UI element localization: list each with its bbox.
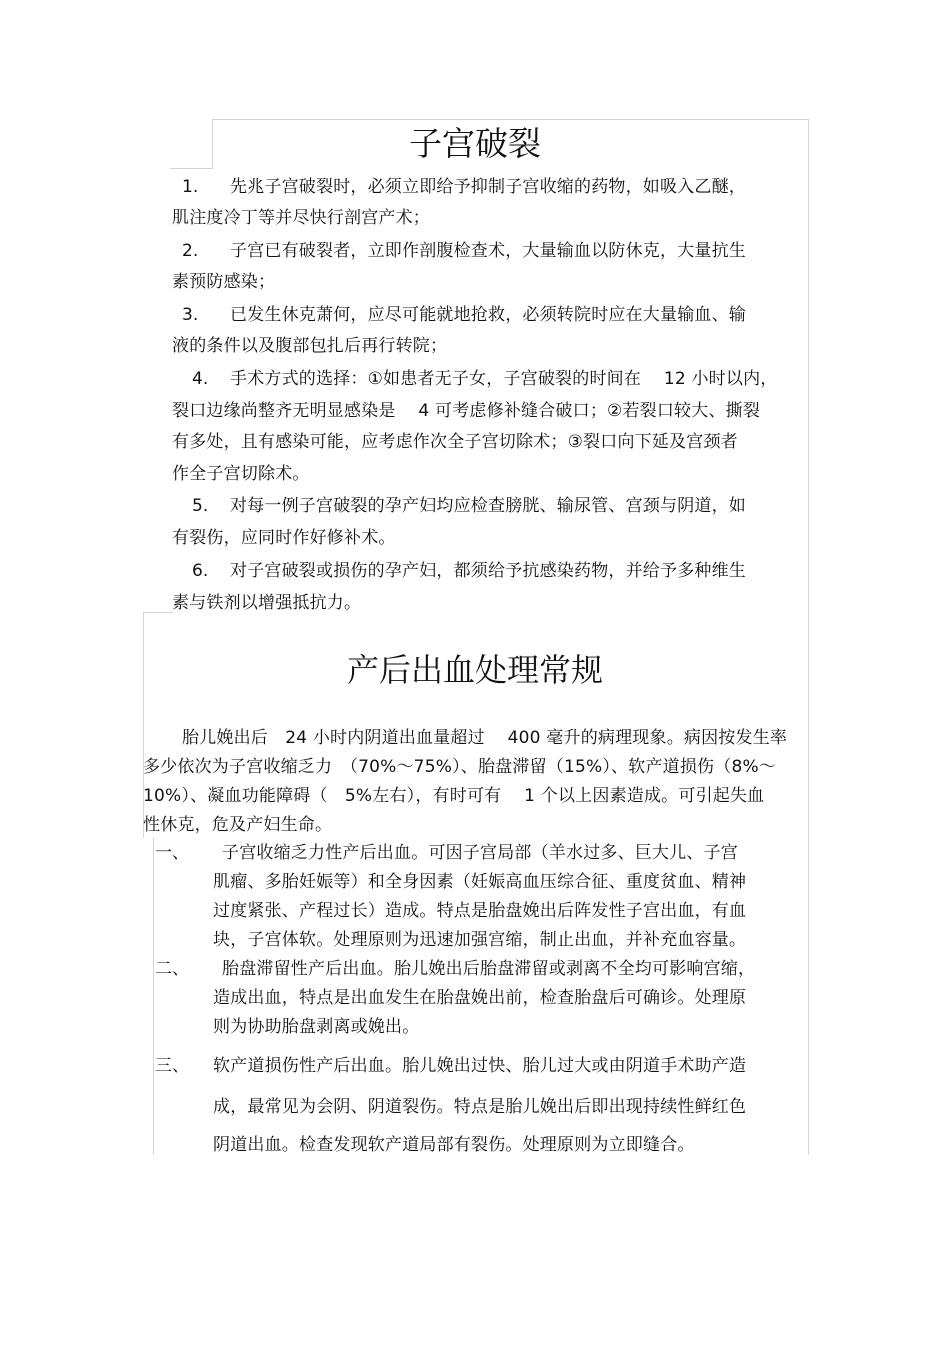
- body-line: 作全子宫切除术。: [172, 464, 310, 484]
- body-line: 有裂伤，应同时作好修补术。: [172, 528, 396, 548]
- item-number: 二、: [155, 959, 189, 979]
- section-title-uterine-rupture: 子宫破裂: [409, 124, 541, 163]
- body-line: 子宫收缩乏力性产后出血。可因子宫局部（羊水过多、巨大儿、子宫: [222, 843, 738, 863]
- body-line: 素与铁剂以增强抵抗力。: [172, 593, 362, 613]
- item-number: 6.: [192, 561, 209, 581]
- item-number: 3.: [182, 305, 199, 325]
- frame-right-rule: [808, 119, 809, 1155]
- body-line: 子宫已有破裂者，立即作剖腹检查术，大量输血以防休克，大量抗生: [230, 241, 746, 261]
- body-line: 肌注度冷丁等并尽快行剖宫产术；: [172, 208, 430, 228]
- item-number: 一、: [155, 843, 189, 863]
- body-line: 成，最常见为会阴、阴道裂伤。特点是胎儿娩出后即出现持续性鲜红色: [213, 1097, 747, 1117]
- frame-top-rule: [212, 119, 808, 120]
- body-line: 先兆子宫破裂时，必须立即给予抑制子宫收缩的药物，如吸入乙醚，: [230, 177, 746, 197]
- body-line: 裂口边缘尚整齐无明显感染是 4 可考虑修补缝合破口；②若裂口较大、撕裂: [172, 401, 761, 421]
- item-number: 4.: [192, 369, 209, 389]
- body-line: 过度紧张、产程过长）造成。特点是胎盘娩出后阵发性子宫出血，有血: [213, 901, 747, 921]
- body-line: 对子宫破裂或损伤的孕产妇，都须给予抗感染药物，并给予多种维生: [230, 561, 746, 581]
- body-line: 肌瘤、多胎妊娠等）和全身因素（妊娠高血压综合征、重度贫血、精神: [213, 872, 747, 892]
- body-line: 手术方式的选择：①如患者无子女，子宫破裂的时间在 12 小时以内，: [230, 369, 778, 389]
- frame-left-rule-bottom: [153, 838, 154, 1155]
- intro-line: 性休克，危及产妇生命。: [143, 815, 333, 835]
- body-line: 液的条件以及腹部包扎后再行转院；: [172, 336, 448, 356]
- body-line: 对每一例子宫破裂的孕产妇均应检查膀胱、输尿管、宫颈与阴道，如: [230, 496, 746, 516]
- body-line: 已发生休克萧何，应尽可能就地抢救，必须转院时应在大量输血、输: [230, 305, 746, 325]
- body-line: 胎盘滞留性产后出血。胎儿娩出后胎盘滞留或剥离不全均可影响宫缩，: [222, 959, 756, 979]
- body-line: 造成出血，特点是出血发生在胎盘娩出前，检查胎盘后可确诊。处理原: [213, 988, 747, 1008]
- frame-notch-rule-lower: [143, 612, 173, 613]
- item-number: 1.: [182, 177, 199, 197]
- item-number: 2.: [182, 241, 199, 261]
- body-line: 则为协助胎盘剥离或娩出。: [213, 1017, 420, 1037]
- body-line: 软产道损伤性产后出血。胎儿娩出过快、胎儿过大或由阴道手术助产造: [213, 1056, 747, 1076]
- item-number: 三、: [155, 1056, 189, 1076]
- body-line: 素预防感染；: [172, 272, 276, 292]
- body-line: 阴道出血。检查发现软产道局部有裂伤。处理原则为立即缝合。: [213, 1135, 695, 1155]
- body-line: 有多处，且有感染可能，应考虑作次全子宫切除术；③裂口向下延及宫颈者: [172, 432, 738, 452]
- intro-line: 10%）、凝血功能障碍（ 5%左右），有时可有 1 个以上因素造成。可引起失血: [143, 786, 765, 806]
- body-line: 块，子宫体软。处理原则为迅速加强宫缩，制止出血，并补充血容量。: [213, 930, 747, 950]
- section-title-postpartum-hemorrhage: 产后出血处理常规: [346, 651, 603, 689]
- frame-notch-rule: [170, 168, 213, 169]
- intro-line: 胎儿娩出后 24 小时内阴道出血量超过 400 毫升的病理现象。病因按发生率: [182, 728, 788, 748]
- item-number: 5.: [192, 496, 209, 516]
- intro-line: 多少依次为子宫收缩乏力 （70%～75%）、胎盘滞留（15%）、软产道损伤（8%～: [143, 757, 777, 777]
